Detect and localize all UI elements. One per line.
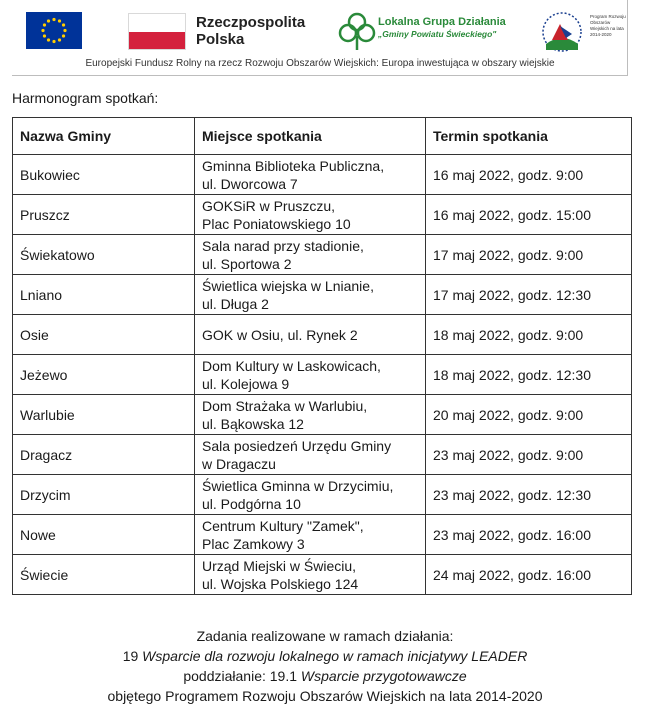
place-line-2: ul. Sportowa 2: [202, 255, 292, 272]
place-line-2: ul. Dworcowa 7: [202, 175, 298, 192]
cell-place: [195, 315, 426, 355]
cell-gmina: Lniano: [13, 275, 195, 315]
cell-date: 23 maj 2022, godz. 12:30: [426, 475, 632, 515]
place-line-1: Sala narad przy stadionie,: [202, 237, 364, 254]
eu-star-icon: [47, 38, 50, 41]
place-line-1: Dom Kultury w Laskowicach,: [202, 357, 381, 374]
prow-text: Program Rozwoju Obszarów Wiejskich na lata 2014-2020: [590, 14, 626, 37]
eu-star-icon: [63, 29, 66, 32]
footer-line-4: objętego Programem Rozwoju Obszarów Wiejskich na lata 2014-2020: [107, 688, 543, 704]
cell-gmina: Warlubie: [13, 395, 195, 435]
table-row: [13, 315, 632, 355]
table-row: [13, 395, 632, 435]
place-line-1: Gminna Biblioteka Publiczna,: [202, 157, 385, 174]
lgd-clover-icon: [337, 12, 377, 52]
table-row: [13, 275, 632, 315]
cell-date: 16 maj 2022, godz. 9:00: [426, 155, 632, 195]
table-row: [13, 235, 632, 275]
place-line-1: Sala posiedzeń Urzędu Gminy: [202, 437, 392, 454]
schedule-heading: Harmonogram spotkań:: [12, 90, 159, 106]
cell-gmina: Świecie: [13, 555, 195, 595]
cell-gmina: Dragacz: [13, 435, 195, 475]
place-line-2: ul. Kolejowa 9: [202, 375, 290, 392]
place-line-2: ul. Bąkowska 12: [202, 415, 304, 432]
header-gmina: Nazwa Gminy: [13, 118, 195, 155]
cell-date: 18 maj 2022, godz. 12:30: [426, 355, 632, 395]
footer-line-2: 19 Wsparcie dla rozwoju lokalnego w ramach inicjatywy LEADER: [122, 648, 528, 664]
cell-gmina: Nowe: [13, 515, 195, 555]
cell-date: 23 maj 2022, godz. 16:00: [426, 515, 632, 555]
footer-line-3: poddziałanie: 19.1 Wsparcie przygotowawcze: [183, 668, 467, 684]
cell-place: [195, 355, 426, 395]
place-line-2: ul. Wojska Polskiego 124: [202, 575, 359, 592]
place-line-1: Centrum Kultury "Zamek",: [202, 517, 364, 534]
cell-gmina: Jeżewo: [13, 355, 195, 395]
place-line-1: Urząd Miejski w Świeciu,: [202, 557, 357, 574]
table-row: [13, 155, 632, 195]
place-line-1: Dom Strażaka w Warlubiu,: [202, 397, 368, 414]
cell-gmina: Osie: [13, 315, 195, 355]
logo-header: [12, 0, 628, 76]
cell-place: [195, 155, 426, 195]
eu-star-icon: [62, 34, 65, 37]
cell-place: [195, 475, 426, 515]
eu-star-icon: [52, 40, 55, 43]
place-line-2: w Dragaczu: [202, 455, 276, 472]
lgd-title: Lokalna Grupa Działania: [378, 16, 506, 28]
place-line-1: Świetlica Gminna w Drzycimiu,: [202, 477, 394, 494]
cell-gmina: Bukowiec: [13, 155, 195, 195]
cell-place: [195, 395, 426, 435]
poland-flag-icon: [128, 13, 186, 50]
eu-star-icon: [58, 19, 61, 22]
cell-date: 20 maj 2022, godz. 9:00: [426, 395, 632, 435]
place-line-2: Plac Zamkowy 3: [202, 535, 305, 552]
cell-date: 18 maj 2022, godz. 9:00: [426, 315, 632, 355]
prow-logo-icon: [538, 10, 586, 56]
cell-place: [195, 555, 426, 595]
table-row: [13, 435, 632, 475]
cell-gmina: Świekatowo: [13, 235, 195, 275]
eu-flag-icon: [26, 12, 82, 49]
eu-star-icon: [43, 34, 46, 37]
eu-star-icon: [47, 19, 50, 22]
place-line-2: ul. Długa 2: [202, 295, 269, 312]
eu-star-icon: [52, 18, 55, 21]
cell-place: [195, 515, 426, 555]
table-header-row: [13, 118, 632, 155]
cell-place: [195, 195, 426, 235]
lgd-subtitle: „Gminy Powiatu Świeckiego": [378, 29, 497, 39]
place-line-2: ul. Podgórna 10: [202, 495, 301, 512]
place-line-1: Świetlica wiejska w Lnianie,: [202, 277, 374, 294]
eu-star-icon: [41, 29, 44, 32]
fund-line: Europejski Fundusz Rolny na rzecz Rozwoju Obszarów Wiejskich: Europa inwestująca w obszary wiejskie: [85, 58, 555, 69]
place-line-1: GOKSiR w Pruszczu,: [202, 197, 336, 214]
place-line-1: GOK w Osiu, ul. Rynek 2: [202, 326, 358, 343]
footer-line-1: Zadania realizowane w ramach działania:: [196, 628, 454, 644]
place-line-2: Plac Poniatowskiego 10: [202, 215, 351, 232]
cell-place: [195, 435, 426, 475]
poland-name: Rzeczpospolita Polska: [196, 14, 306, 48]
cell-date: 16 maj 2022, godz. 15:00: [426, 195, 632, 235]
table-row: [13, 515, 632, 555]
cell-place: [195, 235, 426, 275]
cell-date: 17 maj 2022, godz. 12:30: [426, 275, 632, 315]
table-row: [13, 195, 632, 235]
cell-date: 24 maj 2022, godz. 16:00: [426, 555, 632, 595]
header-place: Miejsce spotkania: [195, 118, 426, 155]
schedule-table: [12, 117, 632, 595]
eu-star-icon: [43, 23, 46, 26]
eu-star-icon: [62, 23, 65, 26]
cell-place: [195, 275, 426, 315]
table-row: [13, 475, 632, 515]
cell-date: 17 maj 2022, godz. 9:00: [426, 235, 632, 275]
footer-note: [0, 626, 650, 706]
eu-star-icon: [58, 38, 61, 41]
table-row: [13, 555, 632, 595]
cell-gmina: Drzycim: [13, 475, 195, 515]
cell-date: 23 maj 2022, godz. 9:00: [426, 435, 632, 475]
table-row: [13, 355, 632, 395]
cell-gmina: Pruszcz: [13, 195, 195, 235]
header-date: Termin spotkania: [426, 118, 632, 155]
